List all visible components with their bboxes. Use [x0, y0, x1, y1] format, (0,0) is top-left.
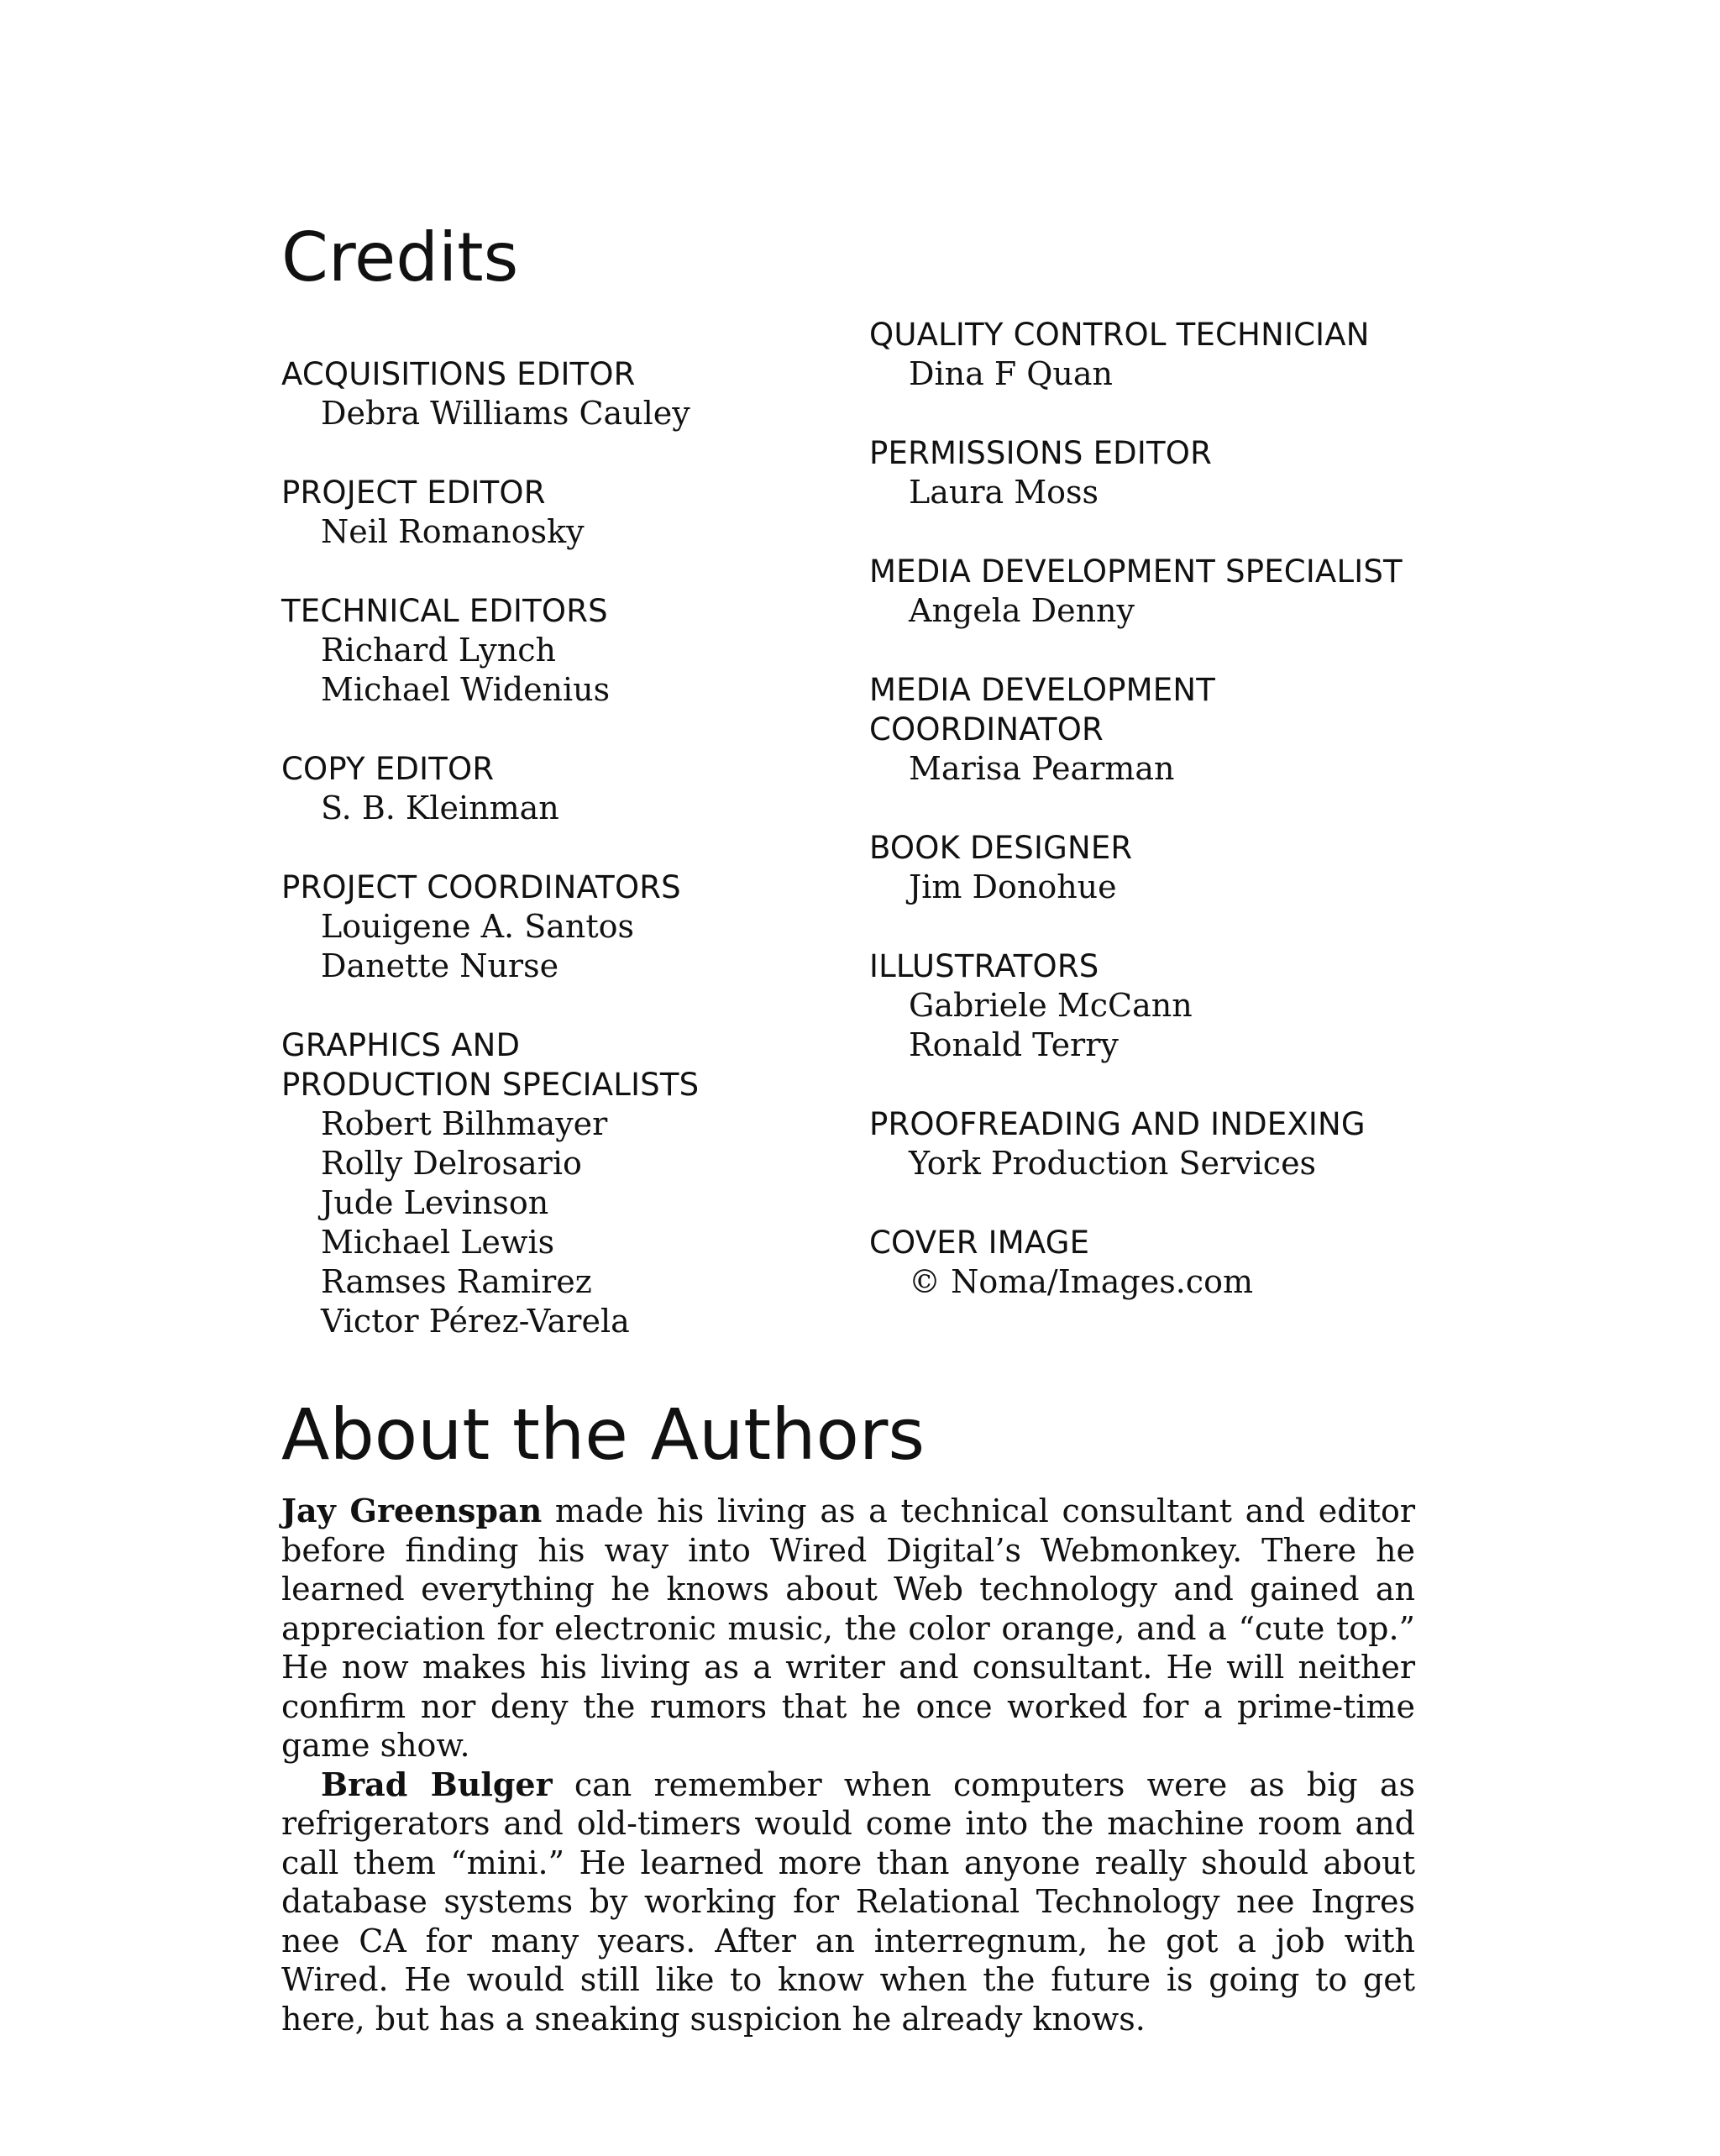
- credit-name: Michael Widenius: [321, 671, 611, 708]
- credit-name: Neil Romanosky: [321, 513, 585, 550]
- credit-section: [281, 1026, 852, 1341]
- credit-role: ACQUISITIONS EDITOR: [281, 356, 636, 392]
- credit-section: [869, 315, 1457, 394]
- credit-name: Jude Levinson: [321, 1184, 549, 1221]
- credit-role: MEDIA DEVELOPMENT COORDINATOR: [869, 672, 1216, 748]
- credit-name: Victor Pérez-Varela: [321, 1303, 630, 1340]
- credit-name: Robert Bilhmayer: [321, 1105, 608, 1142]
- credit-role: TECHNICAL EDITORS: [281, 593, 608, 629]
- bio-paragraph: [281, 1765, 1415, 2039]
- credit-section: [281, 868, 852, 986]
- credit-name: Louigene A. Santos: [321, 908, 635, 945]
- bio-paragraph: [281, 1492, 1415, 1765]
- credit-section: [869, 1104, 1457, 1183]
- credit-section: [869, 828, 1457, 907]
- credit-name: Jim Donohue: [909, 868, 1117, 905]
- credit-section: [869, 1223, 1457, 1302]
- credit-section: [281, 591, 852, 710]
- credits-left-column: [281, 354, 852, 1381]
- credit-name: Danette Nurse: [321, 947, 559, 984]
- credit-section: [869, 552, 1457, 631]
- credit-name: Rolly Delrosario: [321, 1145, 582, 1182]
- credit-name: Angela Denny: [909, 592, 1135, 629]
- credit-section: [869, 947, 1457, 1065]
- credit-section: [869, 433, 1457, 512]
- credit-section: [869, 670, 1457, 789]
- credit-name: Ramses Ramirez: [321, 1263, 592, 1300]
- credit-name: Richard Lynch: [321, 632, 557, 669]
- bio-text: made his living as a technical consultant and editor before finding his way into Wired Digital’s Webmonkey. There he learned everything he knows about Web technology and gained an appreciation for electronic music, the color orange, and a “cute top.” He now makes his living as a writer and consultant. He will neither confirm nor deny the rumors that he once worked for a prime-time game show.: [281, 1492, 1415, 1764]
- credit-role: PROJECT COORDINATORS: [281, 869, 681, 905]
- credit-role: PROJECT EDITOR: [281, 475, 546, 511]
- credit-role: QUALITY CONTROL TECHNICIAN: [869, 317, 1370, 353]
- about-authors-heading: About the Authors: [281, 1393, 926, 1476]
- credit-name: Michael Lewis: [321, 1224, 555, 1261]
- credit-name: Ronald Terry: [909, 1026, 1119, 1063]
- bio-text: can remember when computers were as big as refrigerators and old-timers would come into the machine room and call them “mini.” He learned more than anyone really should about database systems by working for Relational Technology nee Ingres nee CA for many years. After an interregnum, he got a job with Wired. He would still like to know when the future is going to get here, but has a sneaking suspicion he already knows.: [281, 1765, 1415, 2038]
- credit-role: COPY EDITOR: [281, 751, 495, 787]
- credit-name: Gabriele McCann: [909, 987, 1193, 1024]
- credit-section: [281, 749, 852, 828]
- credits-right-column: [869, 315, 1457, 1341]
- credit-name: S. B. Kleinman: [321, 789, 559, 826]
- credit-role: COVER IMAGE: [869, 1225, 1090, 1261]
- credits-heading: Credits: [281, 218, 519, 296]
- about-authors-body: [281, 1492, 1415, 2038]
- author-name: Brad Bulger: [321, 1765, 553, 1803]
- credit-section: [281, 473, 852, 552]
- credit-name: Dina F Quan: [909, 355, 1114, 392]
- credit-name: Marisa Pearman: [909, 750, 1175, 787]
- credit-name: Debra Williams Cauley: [321, 395, 690, 432]
- credit-section: [281, 354, 852, 433]
- credit-role: PROOFREADING AND INDEXING: [869, 1106, 1366, 1142]
- credit-name: © Noma/Images.com: [909, 1263, 1253, 1300]
- author-name: Jay Greenspan: [281, 1492, 543, 1529]
- credit-role: PERMISSIONS EDITOR: [869, 435, 1212, 471]
- credit-role: BOOK DESIGNER: [869, 830, 1133, 866]
- credit-name: York Production Services: [909, 1145, 1317, 1182]
- credit-role: MEDIA DEVELOPMENT SPECIALIST: [869, 553, 1403, 590]
- credit-name: Laura Moss: [909, 474, 1099, 511]
- credit-role: GRAPHICS AND PRODUCTION SPECIALISTS: [281, 1027, 700, 1103]
- credit-role: ILLUSTRATORS: [869, 948, 1099, 984]
